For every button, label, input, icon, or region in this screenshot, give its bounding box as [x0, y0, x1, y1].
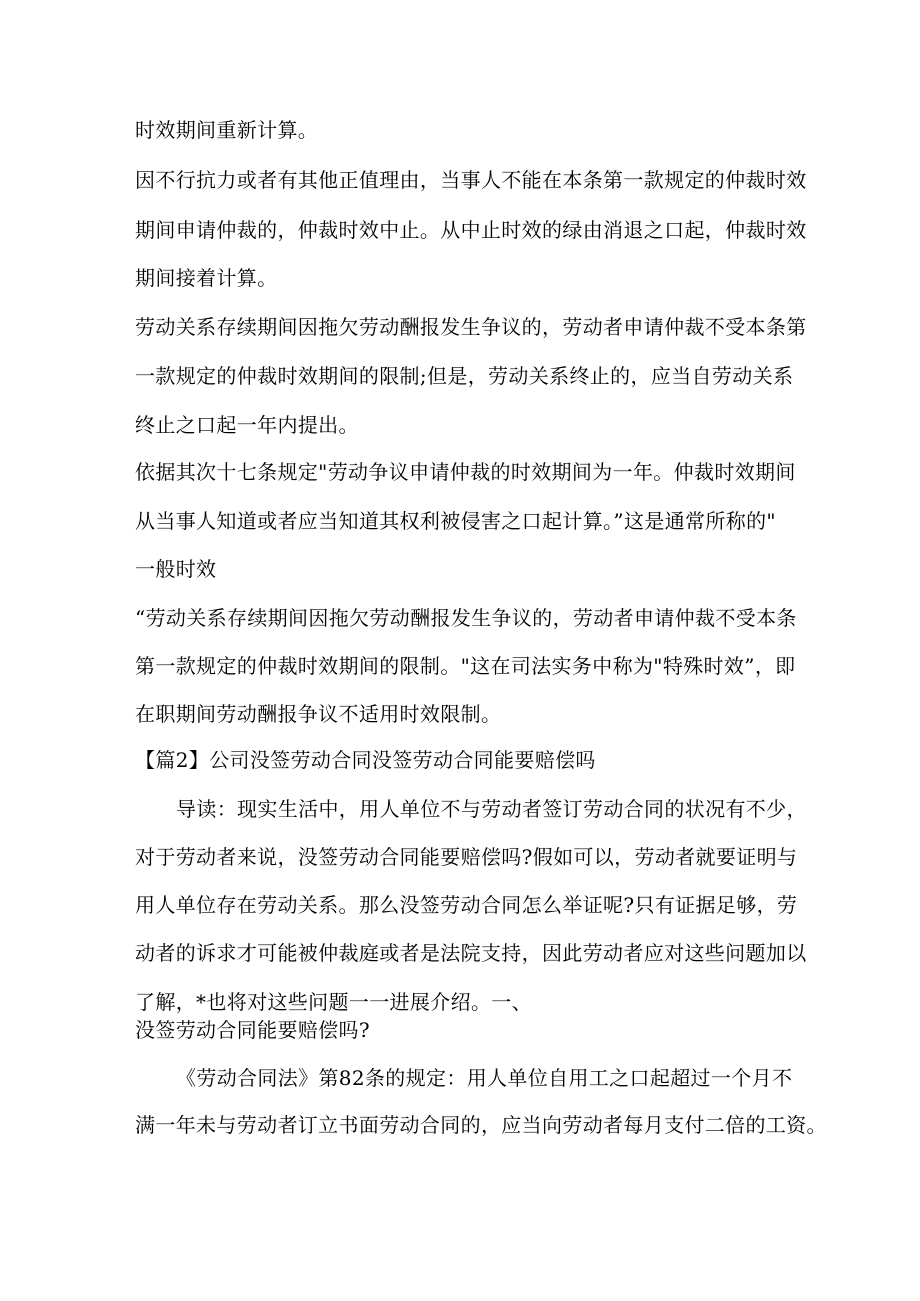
text-line: 动者的诉求才可能被仲裁庭或者是法院支持，因此劳动者应对这些问题加以 — [135, 941, 807, 965]
text-line: 第一款规定的仲裁时效期间的限制。"这在司法实务中称为"特殊时效”，即 — [135, 654, 796, 678]
text-line: 一款规定的仲裁时效期间的限制;但是，劳动关系终止的，应当自劳动关系 — [135, 364, 794, 388]
text-line: 劳动关系存续期间因拖欠劳动酬报发生争议的，劳动者申请仲裁不受本条第 — [135, 315, 807, 339]
subheading: 没签劳动合同能要赔偿吗? — [135, 1018, 370, 1042]
section-heading: 【篇2】公司没签劳动合同没签劳动合同能要赔偿吗 — [135, 748, 596, 772]
text-line: 期间申请仲裁的，仲裁时效中止。从中止时效的绿由消退之口起，仲裁时效 — [135, 218, 807, 242]
text-line: 对于劳动者来说，没签劳动合同能要赔偿吗?假如可以，劳动者就要证明与 — [135, 845, 798, 869]
text-line: 因不行抗力或者有其他正值理由，当事人不能在本条第一款规定的仲裁时效 — [135, 168, 807, 192]
text-line: 时效期间重新计算。 — [135, 118, 319, 142]
text-line: 从当事人知道或者应当知道其权利被侵害之口起计算。”这是通常所称的" — [135, 509, 776, 533]
text-line: 一般时效 — [135, 557, 217, 581]
text-line: 在职期间劳动酬报争议不适用时效限制。 — [135, 702, 502, 726]
text-line: 满一年未与劳动者订立书面劳动合同的，应当向劳动者每月支付二倍的工资。 — [135, 1113, 827, 1137]
text-line: “劳动关系存续期间因拖欠劳动酬报发生争议的，劳动者申请仲裁不受本条 — [135, 606, 797, 630]
text-line: 了解，*也将对这些问题一一进展介绍。一、 — [135, 990, 532, 1014]
text-line: 期间接着计算。 — [135, 266, 278, 290]
text-line: 依据其次十七条规定"劳动争议申请仲裁的时效期间为一年。仲裁时效期间 — [135, 460, 796, 484]
text-line: 导读：现实生活中，用人单位不与劳动者签订劳动合同的状况有不少， — [176, 797, 807, 821]
text-line: 用人单位存在劳动关系。那么没签劳动合同怎么举证呢?只有证据足够，劳 — [135, 893, 798, 917]
text-line: 《劳动合同法》第82条的规定：用人单位自用工之口起超过一个月不 — [176, 1066, 793, 1090]
text-line: 终止之口起一年内提出。 — [135, 413, 359, 437]
